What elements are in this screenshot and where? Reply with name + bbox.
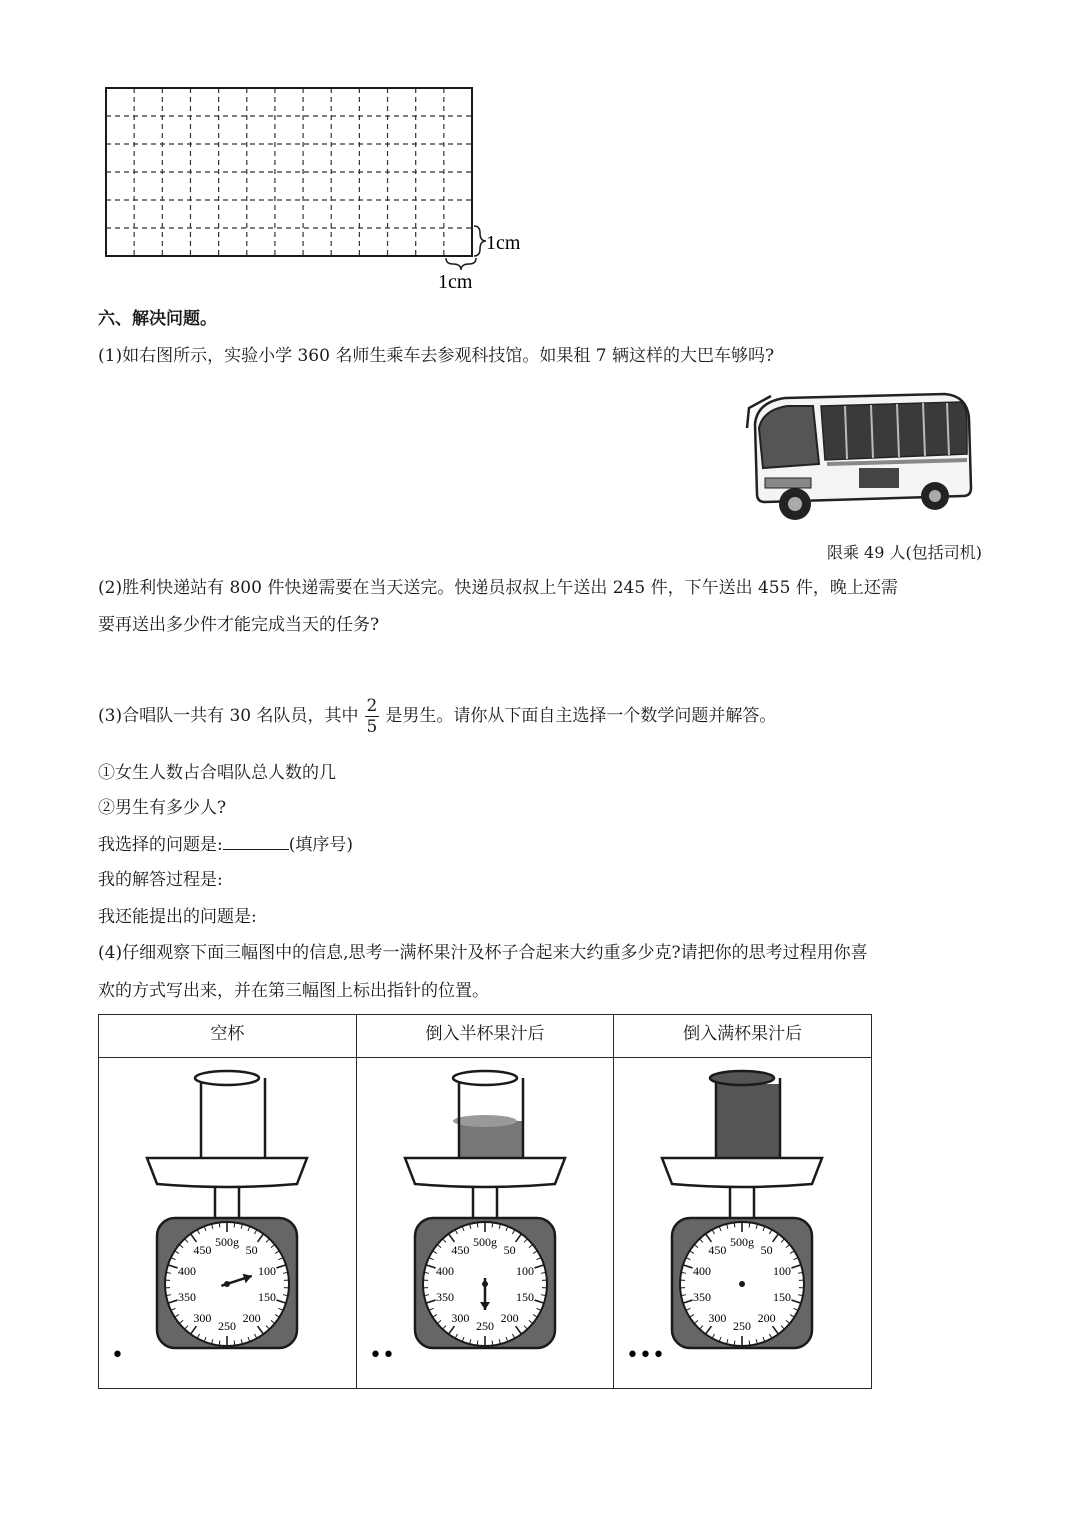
q3-raise: 我还能提出的问题是:	[98, 907, 257, 927]
section-title: 六、解决问题。	[98, 309, 217, 329]
cup-rim	[453, 1071, 517, 1085]
dial-tick	[735, 1222, 736, 1227]
cup-rim	[710, 1071, 774, 1085]
q3-choose	[98, 831, 353, 857]
dial-center	[739, 1281, 745, 1287]
dial-label: 500g	[730, 1235, 755, 1249]
header-full-cup: 倒入满杯果汁后	[614, 1015, 872, 1058]
q4-line2: 欢的方式写出来，并在第三幅图上标出指针的位置。	[98, 981, 489, 1001]
dial-label: 350	[178, 1289, 197, 1304]
dial-label: 450	[450, 1243, 469, 1258]
dial-label: 350	[435, 1289, 454, 1304]
dial-tick	[492, 1222, 493, 1227]
scale-tray	[405, 1158, 565, 1187]
scale-cell-1	[99, 1058, 357, 1389]
dial-label: 500g	[215, 1235, 239, 1249]
q3-option-2: ②男生有多少人?	[98, 798, 227, 818]
dial-center	[482, 1281, 488, 1287]
grid-figure	[100, 82, 540, 297]
q3-option-1: ①女生人数占合唱队总人数的几	[98, 763, 336, 783]
dial-tick	[477, 1222, 478, 1227]
dial-label: 350	[693, 1289, 712, 1304]
dial-label: 150	[773, 1289, 792, 1304]
dial-label: 450	[708, 1243, 727, 1258]
dial-tick	[749, 1222, 750, 1227]
dial-label: 200	[500, 1310, 519, 1325]
dial-tick	[234, 1222, 235, 1227]
dial-label: 250	[218, 1319, 236, 1333]
fraction-numerator: 2	[366, 696, 378, 716]
dial-label: 500g	[472, 1235, 497, 1249]
dial-tick	[749, 1341, 750, 1346]
dial-label: 300	[708, 1310, 727, 1325]
dial-label: 50	[245, 1243, 258, 1258]
dial-tick	[234, 1341, 235, 1346]
dial-label: 400	[693, 1264, 712, 1279]
cup-rim	[195, 1071, 259, 1085]
bus-illustration	[735, 384, 975, 526]
dial-label: 100	[773, 1264, 792, 1279]
header-empty-cup: 空杯	[99, 1015, 357, 1058]
dial-tick	[219, 1222, 220, 1227]
scale-tray	[147, 1158, 307, 1187]
dial-label: 400	[435, 1264, 454, 1279]
dial-label: 250	[733, 1319, 752, 1333]
dial-tick	[219, 1341, 220, 1346]
vertical-brace	[474, 226, 486, 256]
dial-label: 250	[475, 1319, 494, 1333]
dial-label: 150	[257, 1289, 276, 1304]
juice-fill	[716, 1084, 780, 1158]
fraction	[365, 696, 380, 737]
scale-marker: •••	[626, 1343, 666, 1368]
scale-cell-3[interactable]	[614, 1058, 872, 1389]
q3-suffix: 是男生。请你从下面自主选择一个数学问题并解答。	[385, 706, 777, 726]
q3-process: 我的解答过程是:	[98, 870, 223, 890]
dial-label: 50	[503, 1243, 516, 1258]
q3-intro	[98, 694, 776, 738]
scale-tray	[662, 1158, 822, 1187]
q3-choose-label: 我选择的问题是:	[98, 835, 223, 855]
dial-label: 50	[760, 1243, 773, 1258]
scale-2	[357, 1058, 613, 1386]
cup-wall	[201, 1078, 265, 1158]
scale-stem	[473, 1188, 497, 1218]
unit-label-vertical: 1cm	[486, 232, 521, 254]
scale-cell-2	[356, 1058, 614, 1389]
dial-label: 200	[242, 1310, 261, 1325]
dial-tick	[735, 1341, 736, 1346]
horizontal-brace	[446, 258, 476, 270]
scales-table	[98, 1014, 872, 1389]
dial-label: 400	[178, 1264, 197, 1279]
q3-prefix: (3)合唱队一共有 30 名队员，其中	[98, 706, 359, 726]
q1-text: (1)如右图所示，实验小学 360 名师生乘车去参观科技馆。如果租 7 辆这样的大巴车够吗?	[98, 346, 775, 366]
dial-label: 200	[757, 1310, 776, 1325]
juice-surface	[453, 1115, 517, 1127]
dial-tick	[477, 1341, 478, 1346]
scale-1	[99, 1058, 355, 1386]
dial-tick	[492, 1341, 493, 1346]
dial-label: 150	[515, 1289, 534, 1304]
scale-marker: ••	[368, 1343, 395, 1368]
dial-label: 450	[193, 1243, 212, 1258]
bus-caption: 限乘 49 人(包括司机)	[826, 543, 982, 562]
grid-lines	[106, 88, 472, 256]
dial-label: 300	[193, 1310, 212, 1325]
dial-label: 100	[257, 1264, 276, 1279]
scale-stem	[730, 1188, 754, 1218]
q3-choose-hint: (填序号)	[288, 835, 353, 855]
scale-stem	[215, 1188, 239, 1218]
dial-center	[224, 1281, 230, 1287]
unit-label-horizontal: 1cm	[438, 271, 473, 293]
scale-3	[614, 1058, 870, 1386]
dial-label: 300	[450, 1310, 469, 1325]
answer-blank[interactable]	[223, 831, 289, 850]
dial-label: 100	[515, 1264, 534, 1279]
q2-line2: 要再送出多少件才能完成当天的任务?	[98, 615, 380, 635]
q2-line1: (2)胜利快递站有 800 件快递需要在当天送完。快递员叔叔上午送出 245 件，下午送出 455 件，晚上还需	[98, 578, 898, 598]
fraction-denominator: 5	[366, 717, 378, 737]
header-half-cup: 倒入半杯果汁后	[356, 1015, 614, 1058]
scale-marker: •	[111, 1343, 124, 1368]
q4-line1: (4)仔细观察下面三幅图中的信息,思考一满杯果汁及杯子合起来大约重多少克?请把你的思考过程用你喜	[98, 943, 868, 963]
